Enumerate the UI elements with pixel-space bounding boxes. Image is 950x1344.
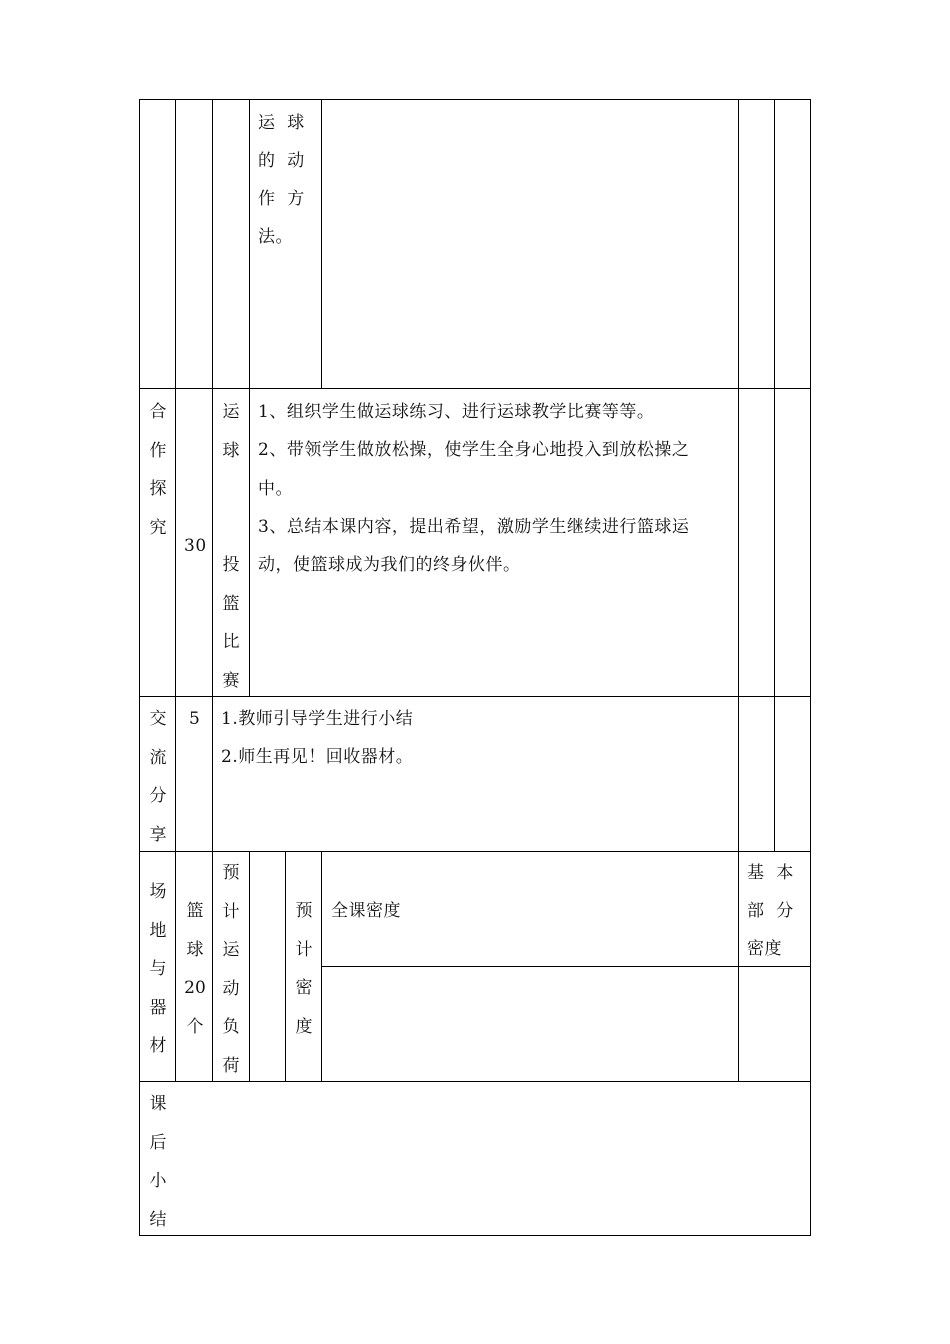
step-line-4: 3、总结本课内容，提出希望，激励学生继续进行篮球运 bbox=[258, 517, 690, 537]
basic-part-density-line-2: 部 分 bbox=[747, 901, 794, 921]
method-line-2: 的 动 bbox=[258, 151, 305, 171]
step-line-1: 1、组织学生做运球练习、进行运球教学比赛等等。 bbox=[258, 402, 655, 422]
section-exchange-share: 交 流 分 享 bbox=[149, 709, 167, 845]
vline-method bbox=[321, 99, 322, 389]
vline-time-r3 bbox=[212, 696, 213, 852]
vline-right-b bbox=[774, 99, 775, 852]
method-line-4: 法。 bbox=[258, 227, 293, 247]
basic-part-density-line-1: 基 本 bbox=[747, 863, 794, 883]
vline-content bbox=[249, 99, 250, 697]
section-venue-equipment: 场 地 与 器 材 bbox=[149, 882, 167, 1056]
content-dribble: 运 球 bbox=[222, 402, 240, 461]
vline-left bbox=[139, 99, 140, 1236]
content-shooting-contest: 投 篮 比 赛 bbox=[222, 555, 240, 691]
vline-r4-d bbox=[738, 851, 739, 1082]
step-line-3: 中。 bbox=[258, 479, 293, 499]
full-lesson-density-label: 全课密度 bbox=[331, 901, 401, 921]
vline-r4-a bbox=[249, 851, 250, 1082]
time-5: 5 bbox=[189, 709, 201, 729]
equipment-basketballs: 篮 球 20 个 bbox=[184, 901, 206, 1037]
hline-bottom bbox=[139, 1235, 811, 1236]
vline-r4-c bbox=[321, 851, 322, 1082]
method-line-3: 作 方 bbox=[258, 189, 305, 209]
vline-time-r4 bbox=[212, 851, 213, 1082]
time-30: 30 bbox=[184, 536, 207, 556]
step-line-2: 2、带领学生做放松操，使学生全身心地投入到放松操之 bbox=[258, 440, 690, 460]
method-line-1: 运 球 bbox=[258, 113, 305, 133]
hline-row1-bottom bbox=[139, 388, 811, 389]
expected-load-label: 预 计 运 动 负 荷 bbox=[222, 863, 240, 1076]
basic-part-density-line-3: 密度 bbox=[747, 939, 782, 959]
vline-r4-b bbox=[285, 851, 286, 1082]
hline-row3-bottom bbox=[139, 851, 811, 852]
vline-right bbox=[810, 99, 811, 1236]
summary-step-2: 2.师生再见！回收器材。 bbox=[221, 747, 414, 767]
section-cooperative-inquiry: 合 作 探 究 bbox=[149, 402, 167, 538]
vline-section bbox=[175, 99, 176, 1082]
vline-right-a bbox=[738, 99, 739, 852]
expected-density-label: 预 计 密 度 bbox=[295, 901, 313, 1037]
hline-top bbox=[139, 99, 811, 100]
step-line-5: 动，使篮球成为我们的终身伙伴。 bbox=[258, 555, 521, 575]
summary-step-1: 1.教师引导学生进行小结 bbox=[221, 709, 414, 729]
section-post-class-summary: 课 后 小 结 bbox=[149, 1094, 167, 1230]
summary-area[interactable] bbox=[177, 1083, 809, 1234]
vline-time-r1r2 bbox=[212, 99, 213, 697]
